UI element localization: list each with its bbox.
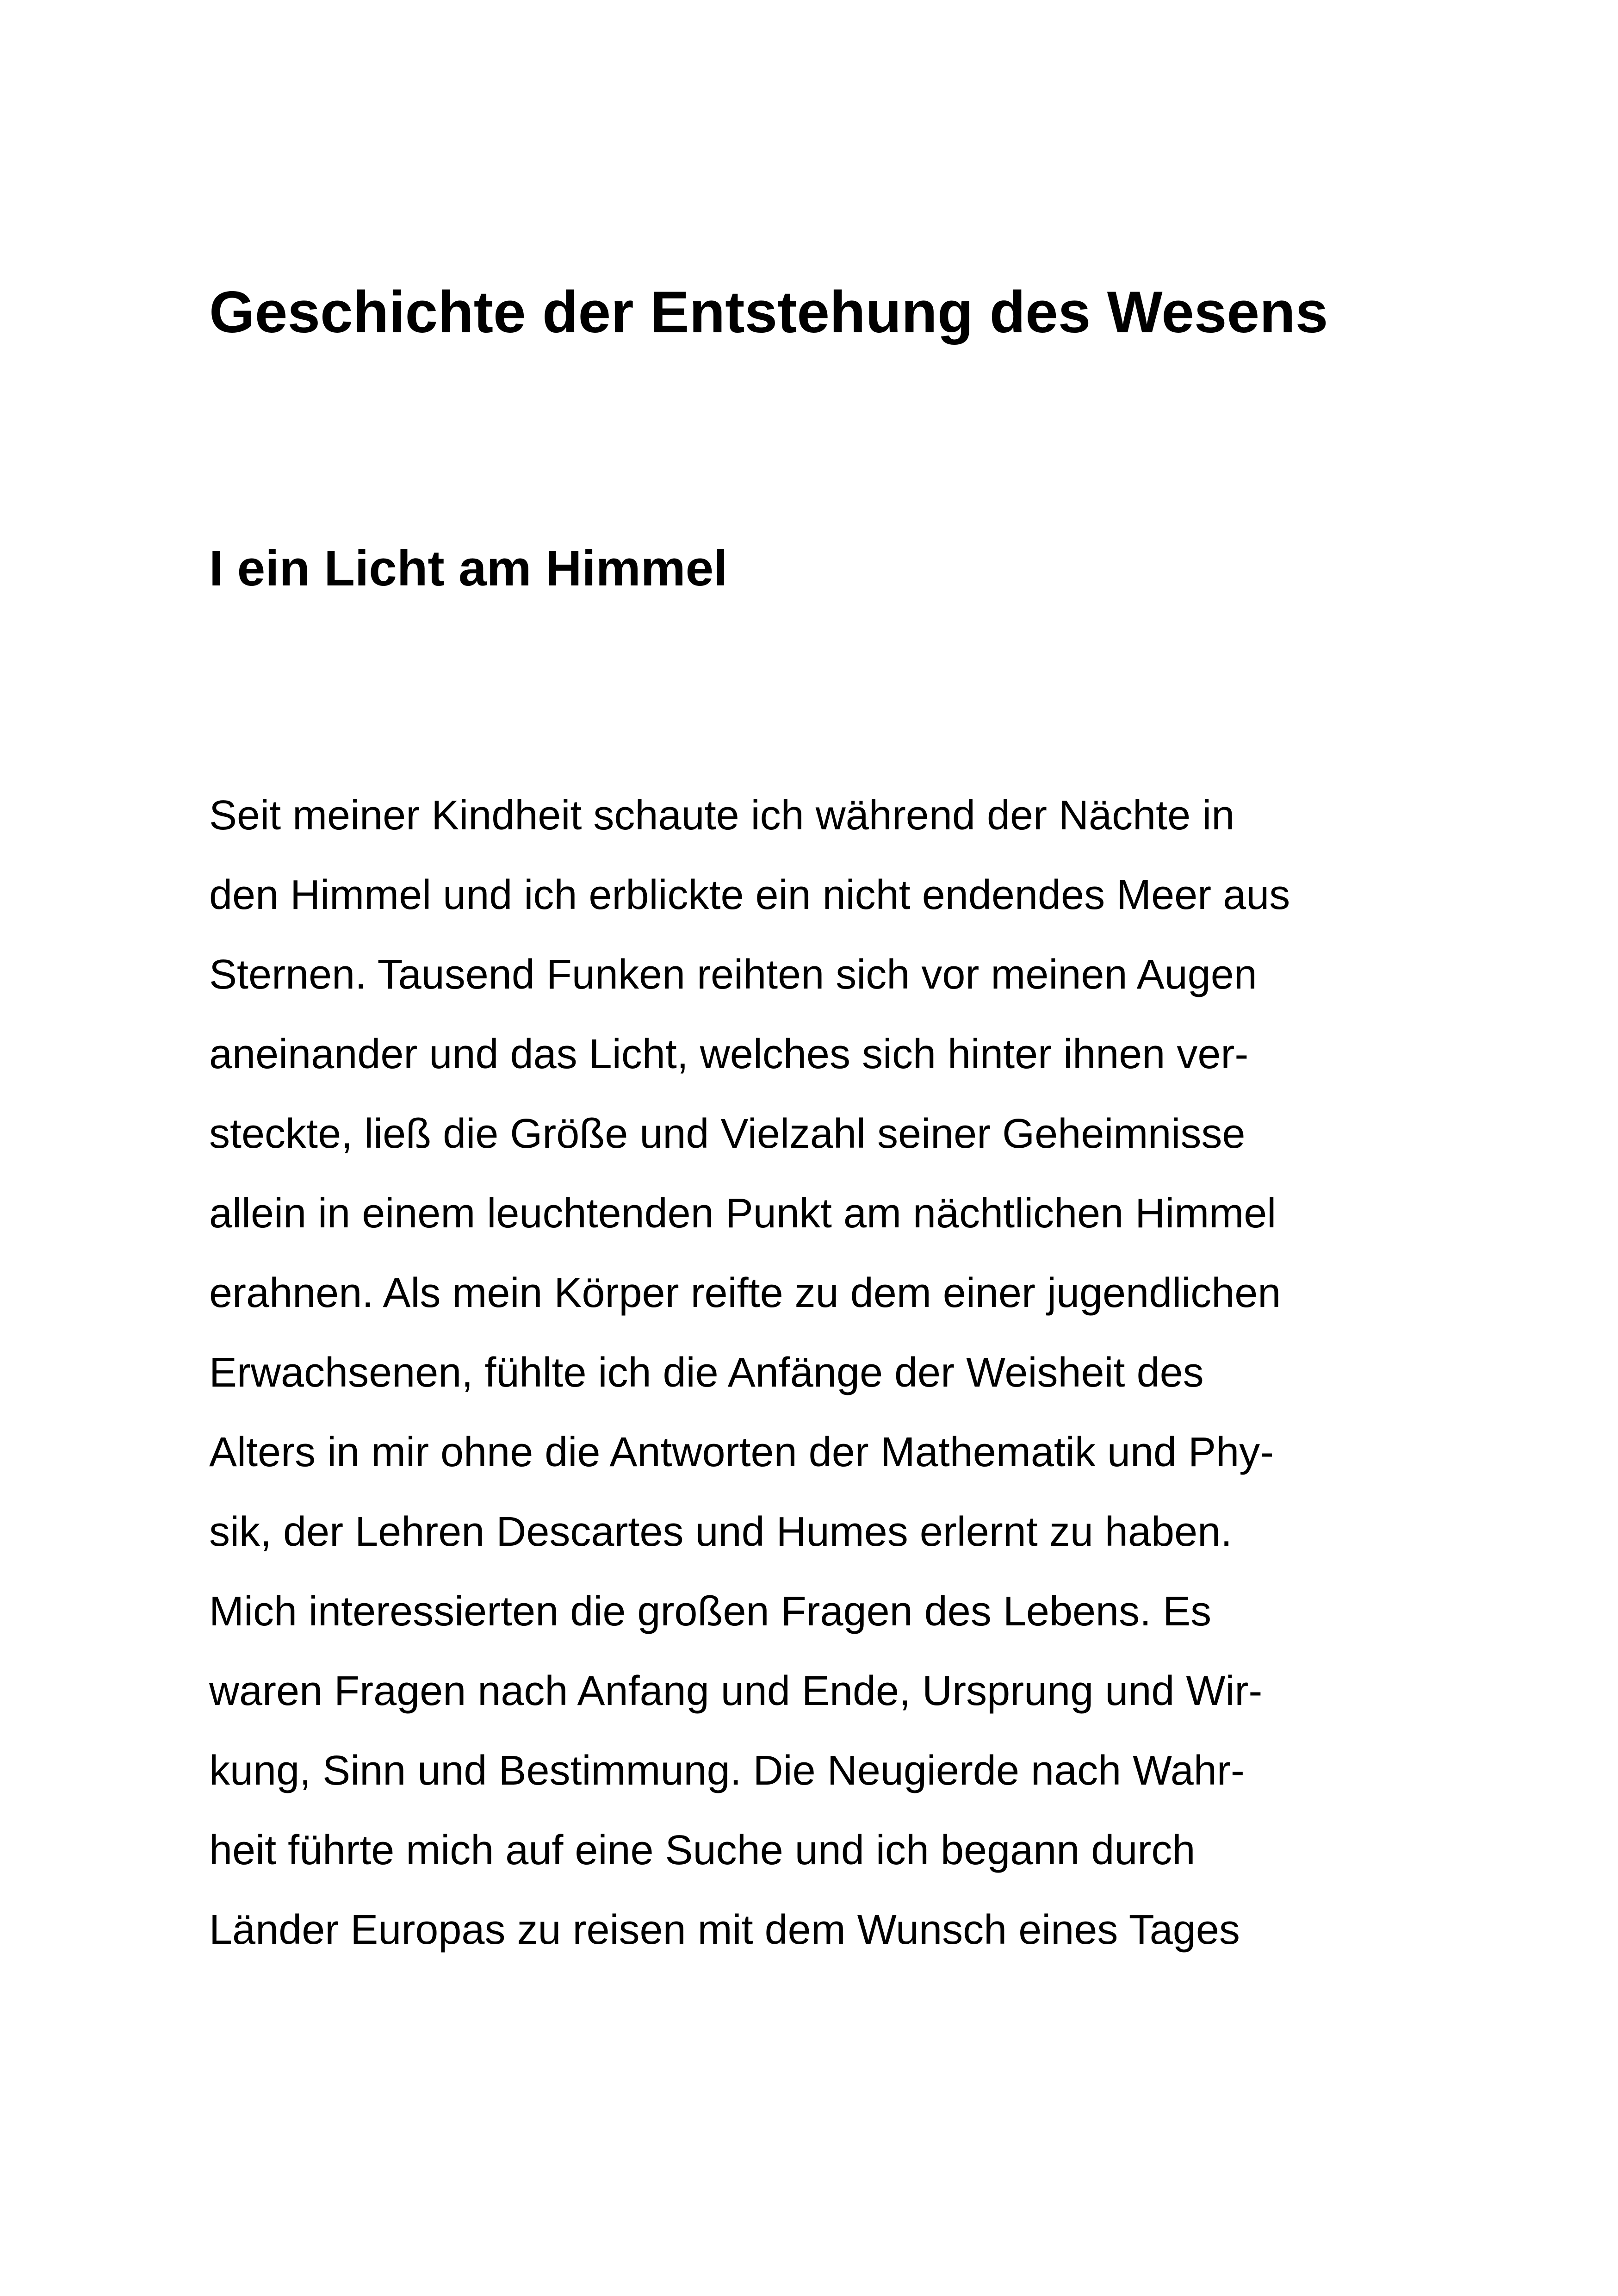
document-title: Geschichte der Entstehung des Wesens — [209, 279, 1328, 345]
paragraph-line: erahnen. Als mein Körper reifte zu dem einer jugendlichen — [209, 1270, 1281, 1316]
chapter-heading: I ein Licht am Himmel — [209, 540, 728, 597]
paragraph-line: Mich interessierten die großen Fragen des Lebens. Es — [209, 1588, 1212, 1635]
paragraph-line: den Himmel und ich erblickte ein nicht endendes Meer aus — [209, 872, 1290, 918]
paragraph-line: Erwachsenen, fühlte ich die Anfänge der Weisheit des — [209, 1350, 1204, 1396]
paragraph-line: heit führte mich auf eine Suche und ich begann durch — [209, 1827, 1196, 1873]
paragraph-line: kung, Sinn und Bestimmung. Die Neugierde nach Wahr- — [209, 1748, 1245, 1794]
paragraph-line: Sternen. Tausend Funken reihten sich vor meinen Augen — [209, 952, 1257, 998]
paragraph-line: allein in einem leuchtenden Punkt am nächtlichen Himmel — [209, 1190, 1277, 1237]
body-paragraph — [209, 776, 1290, 1970]
paragraph-line: aneinander und das Licht, welches sich hinter ihnen ver- — [209, 1031, 1249, 1077]
paragraph-line: Alters in mir ohne die Antworten der Mathematik und Phy- — [209, 1429, 1274, 1475]
paragraph-line: steckte, ließ die Größe und Vielzahl seiner Geheimnisse — [209, 1111, 1246, 1157]
paragraph-line: sik, der Lehren Descartes und Humes erlernt zu haben. — [209, 1509, 1233, 1555]
paragraph-line: waren Fragen nach Anfang und Ende, Ursprung und Wir- — [209, 1668, 1263, 1714]
paragraph-line: Seit meiner Kindheit schaute ich während der Nächte in — [209, 792, 1235, 839]
paragraph-line: Länder Europas zu reisen mit dem Wunsch eines Tages — [209, 1907, 1240, 1953]
